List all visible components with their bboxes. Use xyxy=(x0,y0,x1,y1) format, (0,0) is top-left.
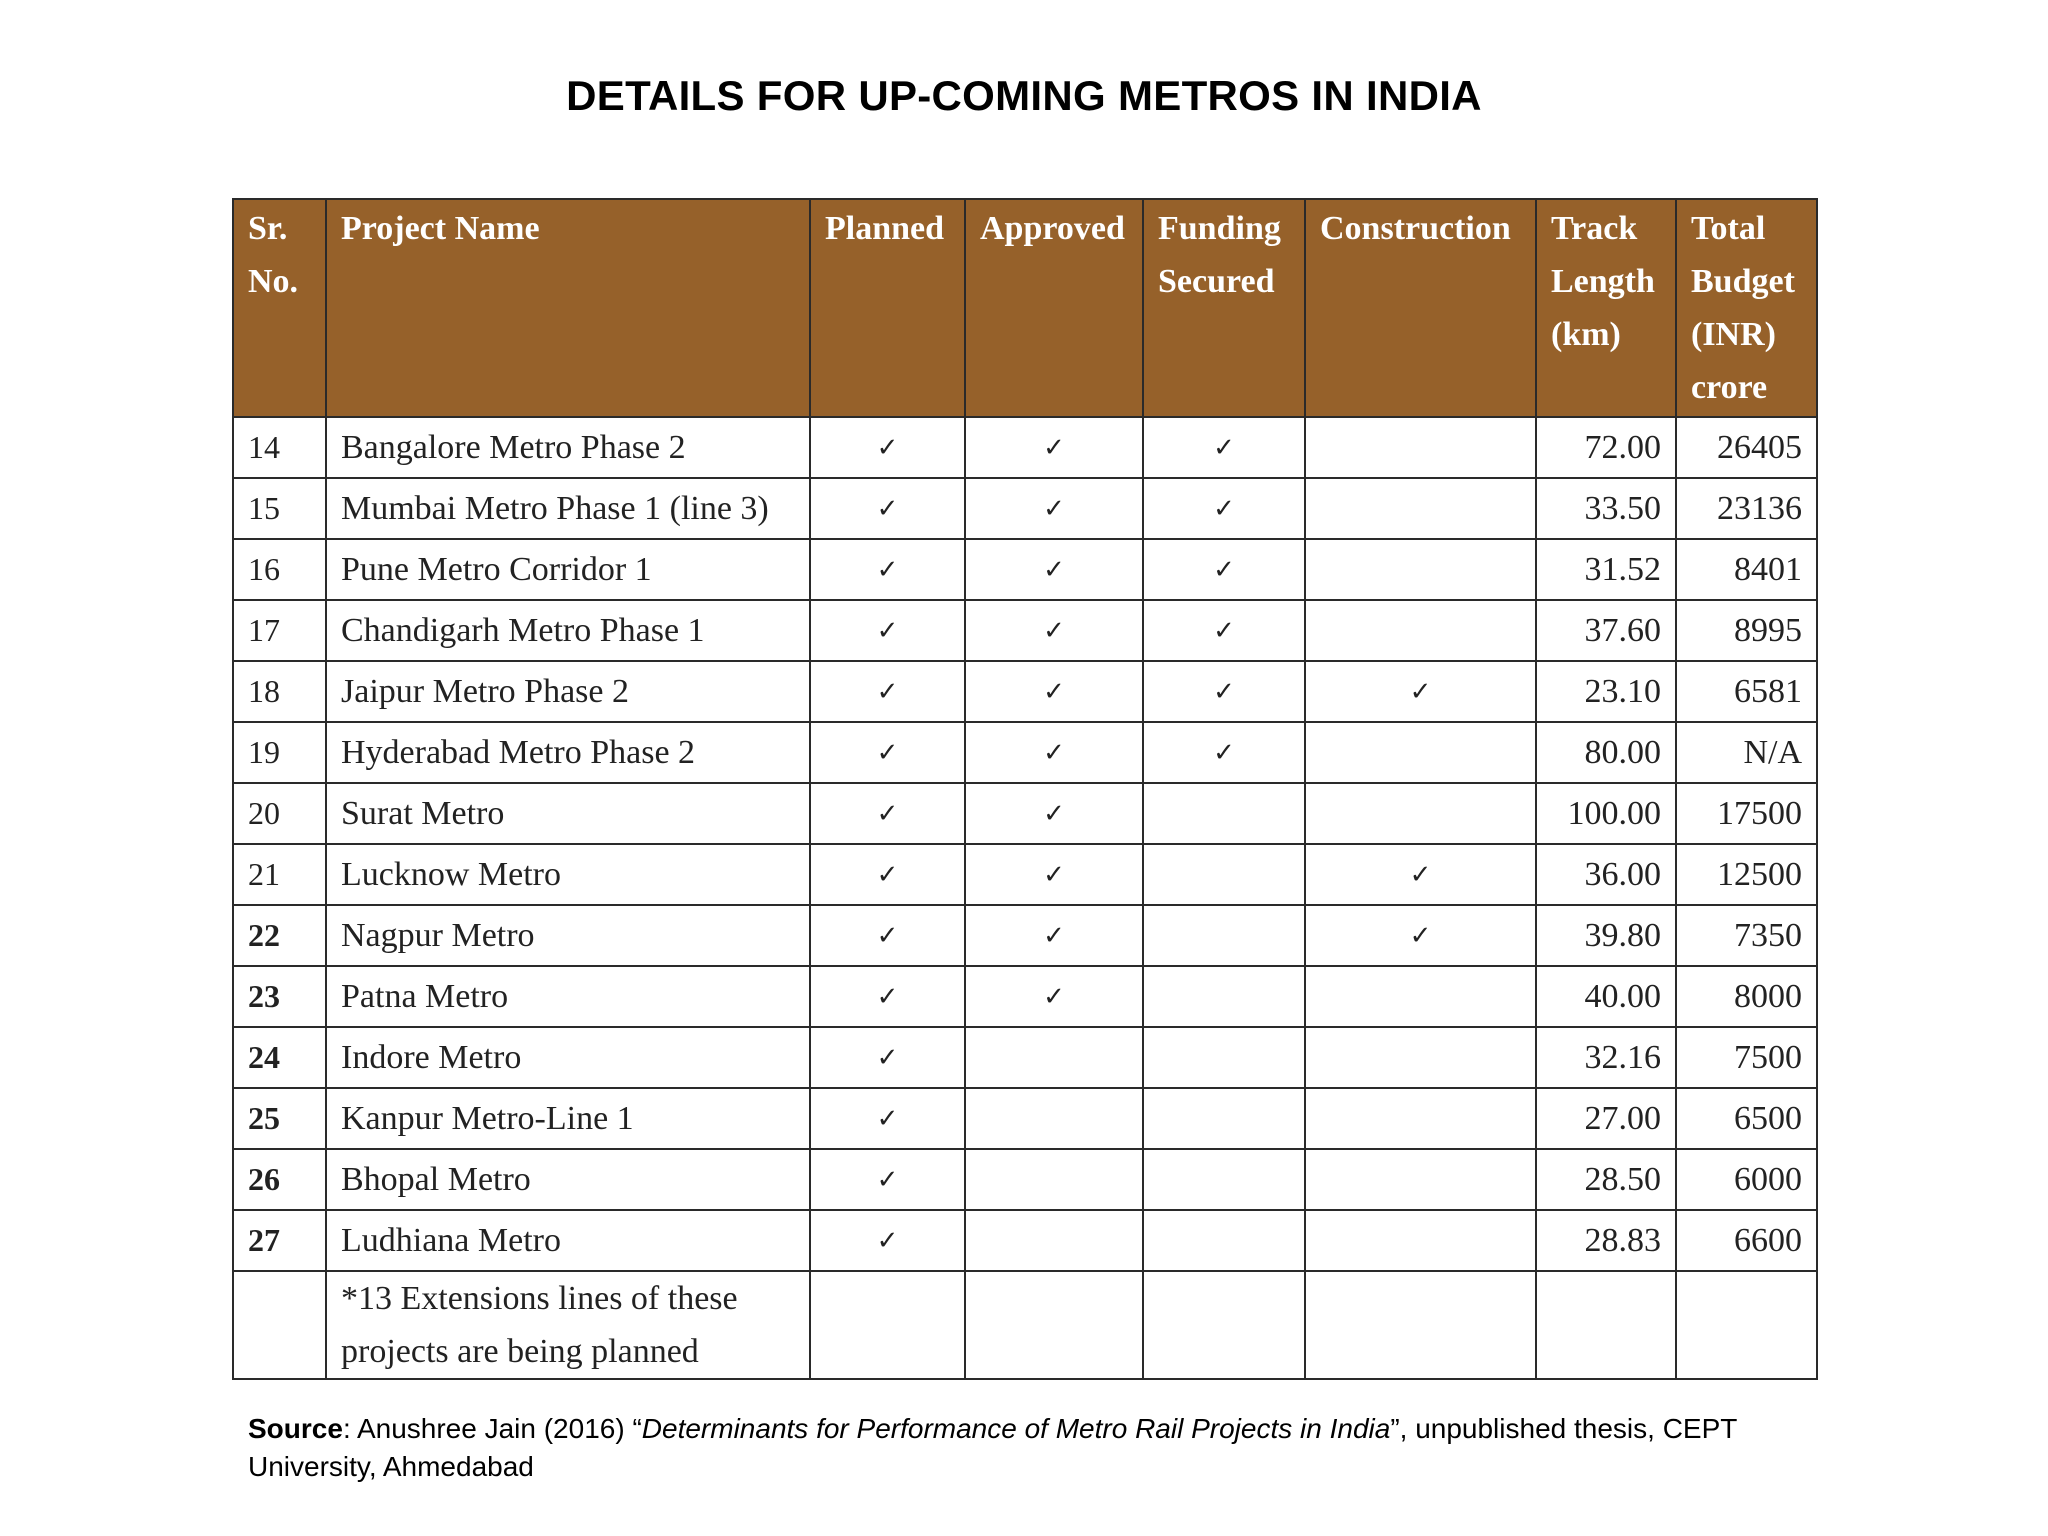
table-row xyxy=(233,1088,1817,1149)
cell-construction xyxy=(1305,1210,1536,1271)
cell-construction: ✓ xyxy=(1305,905,1536,966)
table-note-row xyxy=(233,1271,1817,1379)
header-construction: Construction xyxy=(1305,199,1536,417)
table-row xyxy=(233,478,1817,539)
empty-cell xyxy=(1676,1271,1817,1379)
cell-track-length: 36.00 xyxy=(1536,844,1676,905)
cell-funding: ✓ xyxy=(1143,417,1305,478)
cell-total-budget: 26405 xyxy=(1676,417,1817,478)
cell-sr-no: 21 xyxy=(233,844,326,905)
cell-total-budget: 8401 xyxy=(1676,539,1817,600)
cell-sr-no: 17 xyxy=(233,600,326,661)
cell-funding: ✓ xyxy=(1143,539,1305,600)
header-track-length: Track Length (km) xyxy=(1536,199,1676,417)
cell-sr-no: 15 xyxy=(233,478,326,539)
table-body xyxy=(233,417,1817,1379)
cell-project-name: Jaipur Metro Phase 2 xyxy=(326,661,810,722)
cell-approved: ✓ xyxy=(965,783,1143,844)
cell-project-name: Nagpur Metro xyxy=(326,905,810,966)
header-funding-secured: Funding Secured xyxy=(1143,199,1305,417)
cell-sr-no: 25 xyxy=(233,1088,326,1149)
table-row xyxy=(233,966,1817,1027)
cell-planned: ✓ xyxy=(810,661,965,722)
cell-approved: ✓ xyxy=(965,905,1143,966)
empty-cell xyxy=(233,1271,326,1379)
table-row xyxy=(233,539,1817,600)
cell-planned: ✓ xyxy=(810,1210,965,1271)
cell-construction xyxy=(1305,600,1536,661)
metro-details-table xyxy=(232,198,1818,1380)
empty-cell xyxy=(965,1271,1143,1379)
cell-total-budget: 12500 xyxy=(1676,844,1817,905)
cell-planned: ✓ xyxy=(810,478,965,539)
cell-total-budget: 6500 xyxy=(1676,1088,1817,1149)
cell-planned: ✓ xyxy=(810,1027,965,1088)
empty-cell xyxy=(1536,1271,1676,1379)
cell-sr-no: 14 xyxy=(233,417,326,478)
cell-construction: ✓ xyxy=(1305,844,1536,905)
cell-construction xyxy=(1305,539,1536,600)
cell-total-budget: 6000 xyxy=(1676,1149,1817,1210)
table-row xyxy=(233,1210,1817,1271)
cell-project-name: Bangalore Metro Phase 2 xyxy=(326,417,810,478)
cell-sr-no: 27 xyxy=(233,1210,326,1271)
source-thesis-title: Determinants for Performance of Metro Rail Projects in India xyxy=(641,1413,1391,1444)
cell-track-length: 40.00 xyxy=(1536,966,1676,1027)
cell-construction xyxy=(1305,478,1536,539)
cell-approved: ✓ xyxy=(965,966,1143,1027)
cell-project-name: Chandigarh Metro Phase 1 xyxy=(326,600,810,661)
cell-approved xyxy=(965,1027,1143,1088)
cell-project-name: Mumbai Metro Phase 1 (line 3) xyxy=(326,478,810,539)
cell-approved: ✓ xyxy=(965,600,1143,661)
source-text-before: : Anushree Jain (2016) “ xyxy=(342,1413,642,1444)
cell-construction xyxy=(1305,1027,1536,1088)
source-citation xyxy=(248,1410,1808,1486)
cell-planned: ✓ xyxy=(810,417,965,478)
cell-approved: ✓ xyxy=(965,661,1143,722)
cell-funding xyxy=(1143,783,1305,844)
cell-track-length: 23.10 xyxy=(1536,661,1676,722)
cell-approved xyxy=(965,1088,1143,1149)
cell-funding xyxy=(1143,905,1305,966)
header-total-budget: Total Budget (INR) crore xyxy=(1676,199,1817,417)
table-row xyxy=(233,1149,1817,1210)
cell-planned: ✓ xyxy=(810,783,965,844)
cell-funding: ✓ xyxy=(1143,661,1305,722)
cell-planned: ✓ xyxy=(810,600,965,661)
cell-funding xyxy=(1143,1027,1305,1088)
cell-total-budget: 7350 xyxy=(1676,905,1817,966)
header-sr-no: Sr. No. xyxy=(233,199,326,417)
header-approved: Approved xyxy=(965,199,1143,417)
cell-track-length: 39.80 xyxy=(1536,905,1676,966)
cell-planned: ✓ xyxy=(810,966,965,1027)
cell-construction xyxy=(1305,1088,1536,1149)
empty-cell xyxy=(810,1271,965,1379)
cell-funding xyxy=(1143,1149,1305,1210)
cell-funding xyxy=(1143,1088,1305,1149)
cell-construction xyxy=(1305,1149,1536,1210)
cell-sr-no: 24 xyxy=(233,1027,326,1088)
cell-sr-no: 23 xyxy=(233,966,326,1027)
cell-planned: ✓ xyxy=(810,844,965,905)
empty-cell xyxy=(1305,1271,1536,1379)
cell-sr-no: 19 xyxy=(233,722,326,783)
cell-track-length: 31.52 xyxy=(1536,539,1676,600)
cell-total-budget: 23136 xyxy=(1676,478,1817,539)
cell-sr-no: 20 xyxy=(233,783,326,844)
cell-track-length: 32.16 xyxy=(1536,1027,1676,1088)
cell-construction: ✓ xyxy=(1305,661,1536,722)
cell-track-length: 80.00 xyxy=(1536,722,1676,783)
cell-track-length: 37.60 xyxy=(1536,600,1676,661)
cell-funding xyxy=(1143,1210,1305,1271)
cell-planned: ✓ xyxy=(810,1149,965,1210)
table-row xyxy=(233,600,1817,661)
cell-funding: ✓ xyxy=(1143,722,1305,783)
cell-funding: ✓ xyxy=(1143,478,1305,539)
cell-sr-no: 18 xyxy=(233,661,326,722)
cell-construction xyxy=(1305,722,1536,783)
cell-project-name: Surat Metro xyxy=(326,783,810,844)
cell-track-length: 100.00 xyxy=(1536,783,1676,844)
cell-approved: ✓ xyxy=(965,539,1143,600)
cell-approved: ✓ xyxy=(965,417,1143,478)
cell-funding xyxy=(1143,844,1305,905)
cell-planned: ✓ xyxy=(810,722,965,783)
cell-approved: ✓ xyxy=(965,722,1143,783)
cell-construction xyxy=(1305,783,1536,844)
cell-project-name: Indore Metro xyxy=(326,1027,810,1088)
table-header-row xyxy=(233,199,1817,417)
table-row xyxy=(233,1027,1817,1088)
cell-total-budget: 7500 xyxy=(1676,1027,1817,1088)
cell-total-budget: 6600 xyxy=(1676,1210,1817,1271)
cell-project-name: Ludhiana Metro xyxy=(326,1210,810,1271)
cell-sr-no: 22 xyxy=(233,905,326,966)
cell-approved: ✓ xyxy=(965,844,1143,905)
table-row xyxy=(233,844,1817,905)
cell-project-name: Hyderabad Metro Phase 2 xyxy=(326,722,810,783)
cell-project-name: Pune Metro Corridor 1 xyxy=(326,539,810,600)
cell-total-budget: 8995 xyxy=(1676,600,1817,661)
cell-planned: ✓ xyxy=(810,539,965,600)
source-label: Source xyxy=(248,1413,343,1444)
source-text-after: ”, unpublished thesis, CEPT University, Ahmedabad xyxy=(248,1413,1737,1482)
cell-project-name: Bhopal Metro xyxy=(326,1149,810,1210)
header-project-name: Project Name xyxy=(326,199,810,417)
cell-total-budget: N/A xyxy=(1676,722,1817,783)
cell-project-name: Patna Metro xyxy=(326,966,810,1027)
cell-track-length: 27.00 xyxy=(1536,1088,1676,1149)
cell-approved: ✓ xyxy=(965,478,1143,539)
cell-planned: ✓ xyxy=(810,1088,965,1149)
table-row xyxy=(233,905,1817,966)
cell-sr-no: 26 xyxy=(233,1149,326,1210)
cell-approved xyxy=(965,1210,1143,1271)
table-row xyxy=(233,417,1817,478)
table-row xyxy=(233,783,1817,844)
cell-track-length: 72.00 xyxy=(1536,417,1676,478)
cell-track-length: 28.50 xyxy=(1536,1149,1676,1210)
cell-track-length: 33.50 xyxy=(1536,478,1676,539)
cell-track-length: 28.83 xyxy=(1536,1210,1676,1271)
cell-sr-no: 16 xyxy=(233,539,326,600)
cell-total-budget: 8000 xyxy=(1676,966,1817,1027)
cell-total-budget: 17500 xyxy=(1676,783,1817,844)
cell-project-name: Kanpur Metro-Line 1 xyxy=(326,1088,810,1149)
empty-cell xyxy=(1143,1271,1305,1379)
extension-lines-note: *13 Extensions lines of these projects are being planned xyxy=(326,1271,810,1379)
cell-planned: ✓ xyxy=(810,905,965,966)
cell-project-name: Lucknow Metro xyxy=(326,844,810,905)
cell-construction xyxy=(1305,966,1536,1027)
header-planned: Planned xyxy=(810,199,965,417)
table-row xyxy=(233,722,1817,783)
cell-approved xyxy=(965,1149,1143,1210)
cell-funding: ✓ xyxy=(1143,600,1305,661)
cell-construction xyxy=(1305,417,1536,478)
cell-total-budget: 6581 xyxy=(1676,661,1817,722)
table-row xyxy=(233,661,1817,722)
cell-funding xyxy=(1143,966,1305,1027)
page-title: DETAILS FOR UP-COMING METROS IN INDIA xyxy=(566,72,1482,119)
